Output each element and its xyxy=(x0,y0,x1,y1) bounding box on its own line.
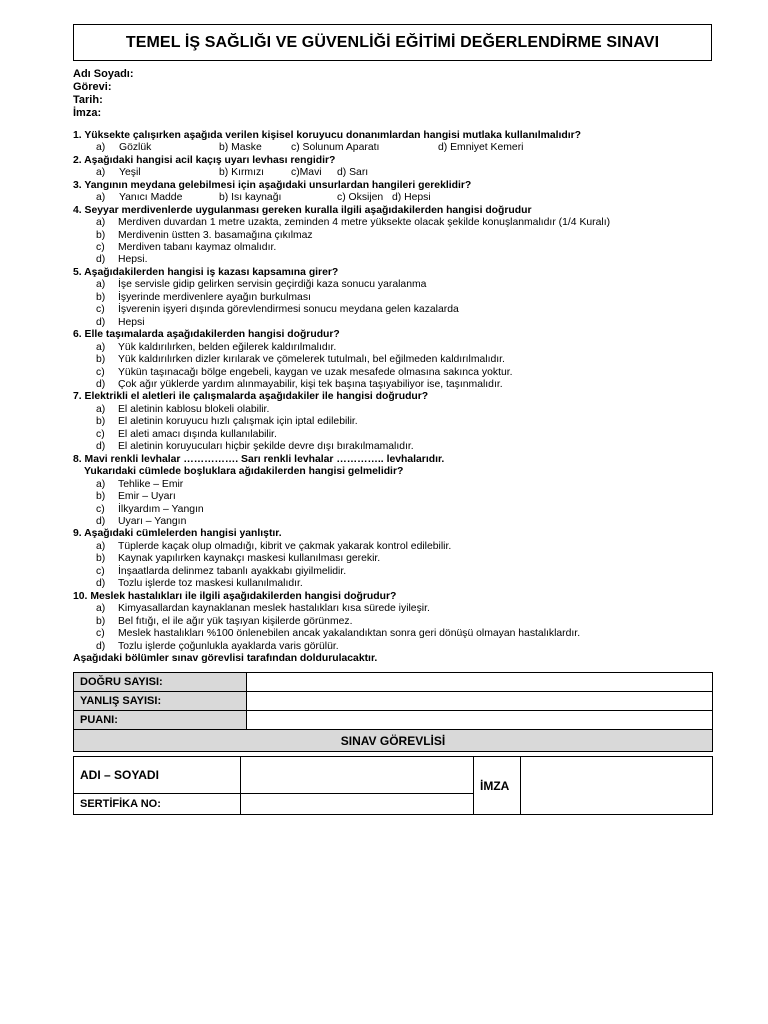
date-label: Tarih: xyxy=(73,94,103,106)
wrong-count-field[interactable] xyxy=(247,692,713,711)
position-label: Görevi: xyxy=(73,81,112,93)
certificate-field[interactable] xyxy=(241,794,474,815)
question-2: 2. Aşağıdaki hangisi acil kaçış uyarı levhası rengidir? xyxy=(73,154,336,166)
examiner-name-field[interactable] xyxy=(241,757,474,794)
question-6: 6. Elle taşımalarda aşağıdakilerden hangisi doğrudur? xyxy=(73,329,340,341)
signature-label: İmza: xyxy=(73,107,102,119)
option: a) Tüplerde kaçak olup olmadığı, kibrit ve çakmak yakarak kontrol edilebilir. xyxy=(96,540,452,552)
option: c) Merdiven tabanı kaymaz olmalıdır. xyxy=(96,242,277,254)
option: b) İşyerinde merdivenlere ayağın burkulması xyxy=(96,291,311,303)
certificate-label: SERTİFİKA NO: xyxy=(74,794,241,815)
correct-count-field[interactable] xyxy=(247,673,713,692)
option-label: a) xyxy=(96,192,106,204)
question-4: 4. Seyyar merdivenlerde uygulanması gereken kuralla ilgili aşağıdakilerden hangisi doğrudur xyxy=(73,204,532,216)
question-1: 1. Yüksekte çalışırken aşağıda verilen kişisel koruyucu donanımlardan hangisi mutlaka kullanılmalıdır? xyxy=(73,130,581,141)
questions xyxy=(73,130,733,665)
question-3-options xyxy=(73,192,733,204)
option-label: a) xyxy=(96,142,106,154)
option-text: Yanıcı Madde xyxy=(119,192,183,204)
option: d) Çok ağır yüklerde yardım alınmayabilir, kişi tek başına taşıyabiliyor ise, taşınmalıdır. xyxy=(96,379,503,391)
score-field[interactable] xyxy=(247,711,713,730)
question-2-options xyxy=(73,167,733,179)
option: d) Hepsi. xyxy=(96,254,148,266)
option-text: b) Maske xyxy=(219,142,262,154)
examiner-note: Aşağıdaki bölümler sınav görevlisi tarafından doldurulacaktır. xyxy=(73,652,378,664)
examiner-sign-field[interactable] xyxy=(521,757,713,815)
signature-table xyxy=(73,756,713,815)
option-text: b) Kırmızı xyxy=(219,167,265,179)
option: a) Yük kaldırılırken, belden eğilerek kaldırılmalıdır. xyxy=(96,341,337,353)
option: a) Tehlike – Emir xyxy=(96,478,184,490)
option: c) El aleti amacı dışında kullanılabilir. xyxy=(96,428,277,440)
option: b) Emir – Uyarı xyxy=(96,491,176,503)
candidate-info xyxy=(73,68,134,120)
option-text: d) Emniyet Kemeri xyxy=(438,142,524,154)
question-8: 8. Mavi renkli levhalar ……………. Sarı renkli levhalar ………….. levhalarıdır. xyxy=(73,453,445,465)
name-label: Adı Soyadı: xyxy=(73,68,134,80)
option: b) Kaynak yapılırken kaynakçı maskesi kullanılması gerekir. xyxy=(96,553,381,565)
option-text: d) Hepsi xyxy=(392,192,431,204)
option: a) Kimyasallardan kaynaklanan meslek hastalıkları kısa sürede iyileşir. xyxy=(96,603,430,615)
question-1-options xyxy=(73,142,733,154)
page-title: TEMEL İŞ SAĞLIĞI VE GÜVENLİĞİ EĞİTİMİ DEĞERLENDİRME SINAVI xyxy=(125,33,660,51)
option: c) Meslek hastalıkları %100 önlenebilen ancak yakalandıktan sonra geri dönüşü olmayan hastalıklardır. xyxy=(96,628,581,640)
question-9: 9. Aşağıdaki cümlelerden hangisi yanlıştır. xyxy=(73,528,282,540)
option: b) Bel fıtığı, el ile ağır yük taşıyan kişilerde görünmez. xyxy=(96,615,353,627)
option: d) Hepsi xyxy=(96,316,145,328)
option-text: c) Solunum Aparatı xyxy=(291,142,380,154)
question-7: 7. Elektrikli el aletleri ile çalışmalarda aşağıdakiler ile hangisi doğrudur? xyxy=(73,391,429,403)
question-10: 10. Meslek hastalıkları ile ilgili aşağıdakilerden hangisi doğrudur? xyxy=(73,590,397,602)
option: c) Yükün taşınacağı bölge engebeli, kaygan ve uzak mesafede olmasına sakınca yoktur. xyxy=(96,366,513,378)
option: a) El aletinin kablosu blokeli olabilir. xyxy=(96,403,270,415)
question-8-sub: Yukarıdaki cümlede boşluklara ağıdakilerden hangisi gelmelidir? xyxy=(84,466,404,478)
option: b) Yük kaldırılırken dizler kırılarak ve çömelerek tutulmalı, bel eğilmeden kaldırılmalıdır. xyxy=(96,354,505,366)
option-text: c)Mavi xyxy=(291,167,322,179)
option: d) Tozlu işlerde çoğunlukla ayaklarda varis görülür. xyxy=(96,640,339,652)
option-text: d) Sarı xyxy=(337,167,369,179)
examiner-name-label: ADI – SOYADI xyxy=(74,757,241,794)
option-text: Yeşil xyxy=(119,167,141,179)
option: b) Merdivenin üstten 3. basamağına çıkılmaz xyxy=(96,229,313,241)
option: a) İşe servisle gidip gelirken servisin geçirdiği kaza sonucu yaralanma xyxy=(96,279,427,291)
question-3: 3. Yangının meydana gelebilmesi için aşağıdaki unsurlardan hangileri gereklidir? xyxy=(73,179,472,191)
option: d) El aletinin koruyucuları hiçbir şekilde devre dışı bırakılmamalıdır. xyxy=(96,441,414,453)
option-text: c) Oksijen xyxy=(337,192,384,204)
option-text: Gözlük xyxy=(119,142,152,154)
option: d) Uyarı – Yangın xyxy=(96,516,187,527)
option: d) Tozlu işlerde toz maskesi kullanılmalıdır. xyxy=(96,578,303,590)
option: c) İnşaatlarda delinmez tabanlı ayakkabı giyilmelidir. xyxy=(96,565,347,577)
examiner-sign-label: İMZA xyxy=(474,757,521,815)
results-table xyxy=(73,672,713,752)
option: a) Merdiven duvardan 1 metre uzakta, zeminden 4 metre yüksekte olacak şekilde konuşlanmalıdır (1/4 Kuralı) xyxy=(96,217,611,229)
option-label: a) xyxy=(96,167,106,179)
option: c) İşverenin işyeri dışında görevlendirmesi sonucu meydana gelen kazalarda xyxy=(96,304,459,316)
score-label: PUANI: xyxy=(74,711,247,730)
option: b) El aletinin koruyucu hızlı çalışmak için iptal edilebilir. xyxy=(96,416,358,428)
option: c) İlkyardım – Yangın xyxy=(96,503,204,515)
title-box xyxy=(73,24,712,61)
wrong-count-label: YANLIŞ SAYISI: xyxy=(74,692,247,711)
option-text: b) Isı kaynağı xyxy=(219,192,282,204)
examiner-header: SINAV GÖREVLİSİ xyxy=(74,730,713,752)
correct-count-label: DOĞRU SAYISI: xyxy=(74,673,247,692)
question-5: 5. Aşağıdakilerden hangisi iş kazası kapsamına girer? xyxy=(73,266,339,278)
